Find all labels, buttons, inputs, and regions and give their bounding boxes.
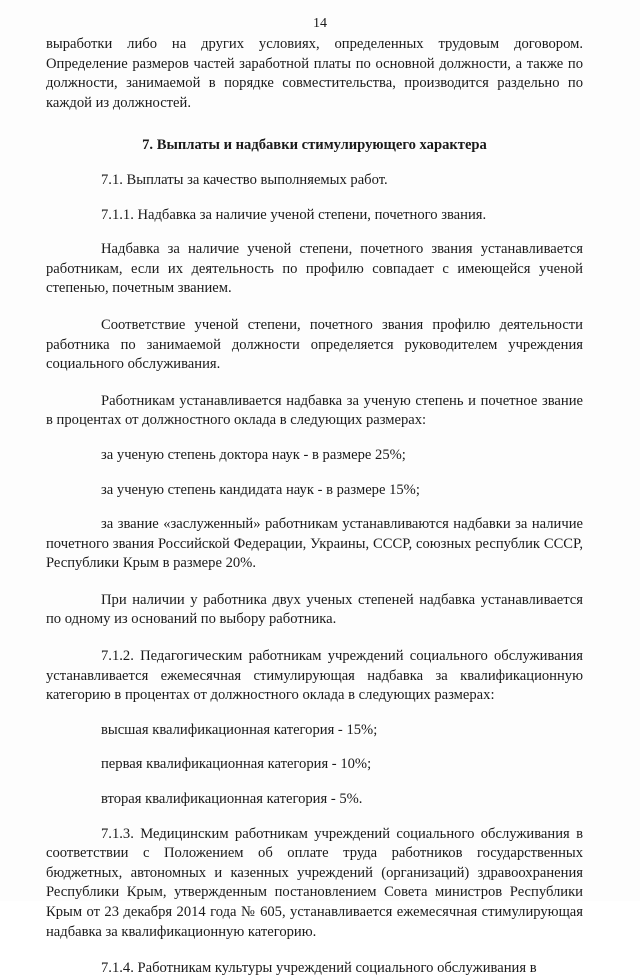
list-item-first-category: первая квалификационная категория - 10%; (101, 756, 372, 773)
list-item-highest-category: высшая квалификационная категория - 15%; (101, 721, 378, 738)
paragraph-correspondence: Соответствие ученой степени, почетного звания профилю деятельности работника по занимаемой должности определяется руководителем учреждения социального обслуживания. (46, 316, 583, 373)
paragraph-7-1: 7.1. Выплаты за качество выполняемых работ. (101, 171, 388, 188)
section-heading: 7. Выплаты и надбавки стимулирующего характера (142, 137, 487, 154)
page-number: 14 (313, 16, 327, 31)
list-item-second-category: вторая квалификационная категория - 5%. (101, 791, 363, 808)
paragraph-continuation: выработки либо на других условиях, определенных трудовым договором. Определение размеров частей заработной платы по основной должности, а также по должности, занимаемой в порядке совместительства, производится раздельно по каждой из должностей. (46, 36, 583, 111)
paragraph-7-1-4: 7.1.4. Работникам культуры учреждений социального обслуживания в (101, 960, 537, 977)
paragraph-7-1-3: 7.1.3. Медицинским работникам учреждений социального обслуживания в соответствии с Положением об оплате труда работников государственных бюджетных, автономных и казенных учреждений (организаций) здравоохранения Республики Крым, утвержденным постановлением Совета министров Республики Крым от 23 декабря 2014 года № 605, устанавливается ежемесячная стимулирующая надбавка за квалификационную категорию. (46, 825, 583, 940)
list-item-honored: за звание «заслуженный» работникам устанавливаются надбавки за наличие почетного звания Российской Федерации, Украины, СССР, союзных республик СССР, Республики Крым в размере 20%. (46, 516, 583, 572)
paragraph-two-degrees: При наличии у работника двух ученых степеней надбавка устанавливается по одному из оснований по выбору работника. (46, 591, 583, 628)
list-item-candidate: за ученую степень кандидата наук - в размере 15%; (101, 481, 420, 498)
paragraph-7-1-2: 7.1.2. Педагогическим работникам учреждений социального обслуживания устанавливается ежемесячная стимулирующая надбавка за квалификационную категорию в процентах от должностного оклада в следующих размерах: (46, 648, 583, 704)
paragraph-degree-allowance: Надбавка за наличие ученой степени, почетного звания устанавливается работникам, если их деятельность по профилю совпадает с имеющейся ученой степенью, почетным званием. (46, 241, 583, 297)
document-body (46, 35, 583, 979)
list-item-doctor: за ученую степень доктора наук - в размере 25%; (101, 446, 406, 463)
paragraph-allowance-sizes: Работникам устанавливается надбавка за ученую степень и почетное звание в процентах от должностного оклада в следующих размерах: (46, 392, 583, 429)
paragraph-7-1-1: 7.1.1. Надбавка за наличие ученой степени, почетного звания. (101, 206, 487, 223)
